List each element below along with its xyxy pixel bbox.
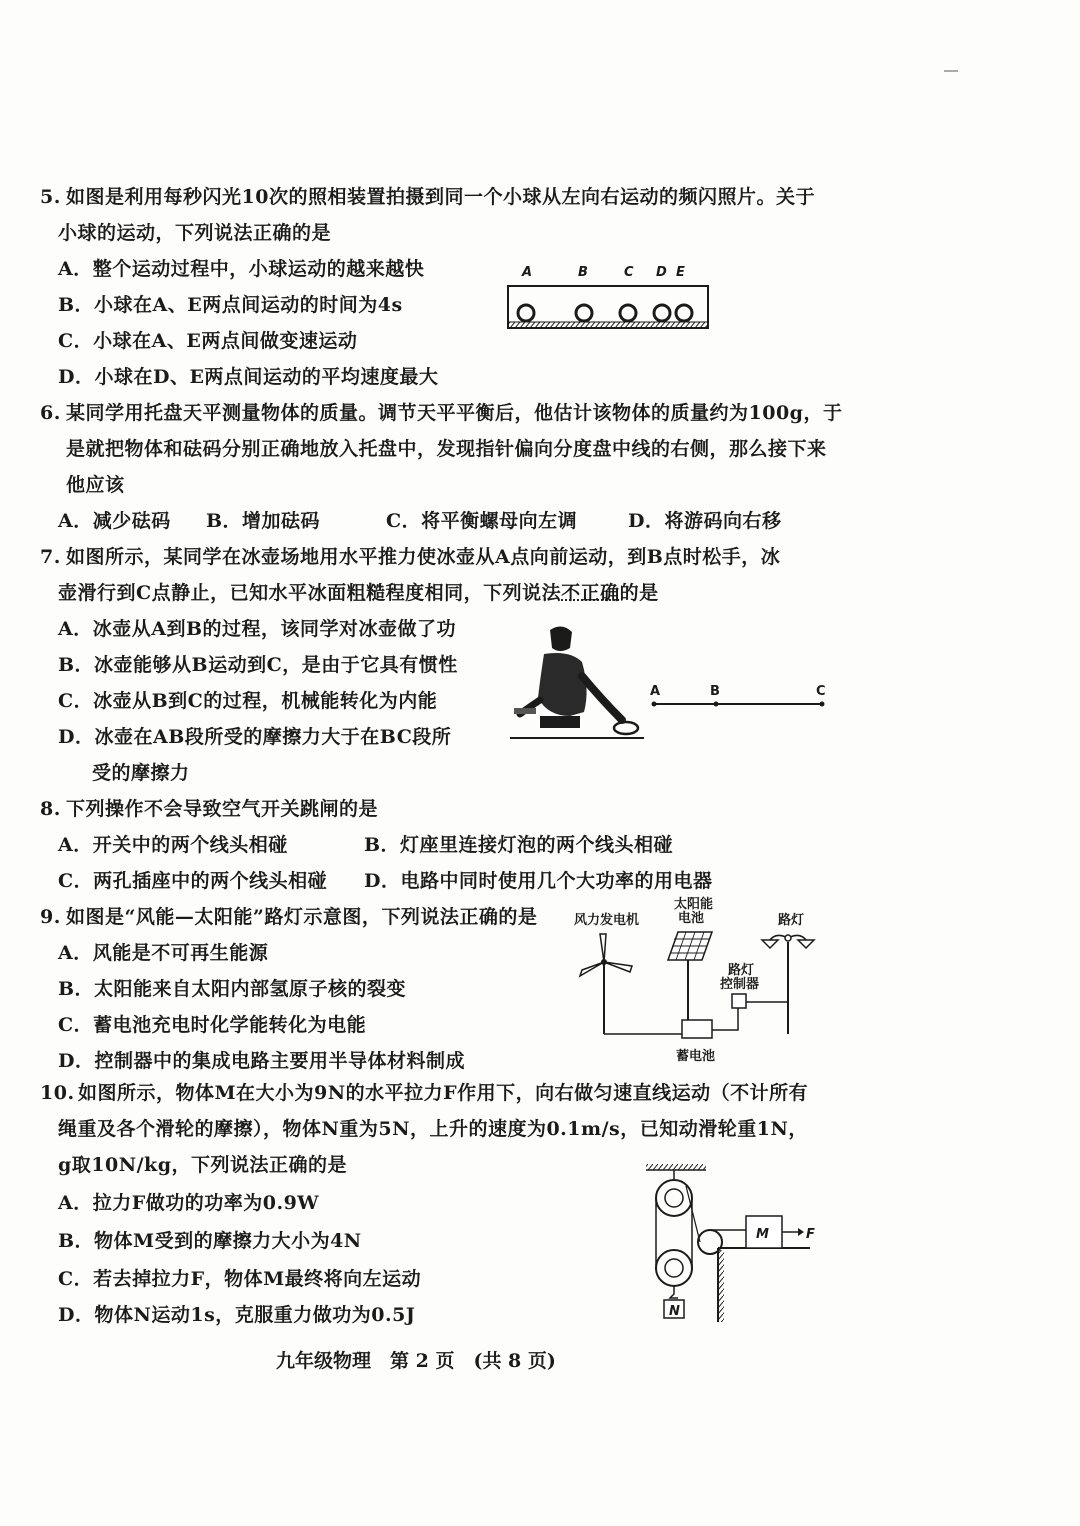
- q9-option-d[interactable]: D．控制器中的集成电路主要用半导体材料制成: [58, 1050, 465, 1072]
- q5-label-d: D: [656, 265, 667, 280]
- q5-label-a: A: [522, 265, 533, 280]
- q9-label-solar1: 太阳能: [674, 897, 714, 912]
- q9-battery-box: [682, 1020, 712, 1038]
- q7-curler-body: [538, 653, 587, 716]
- q10-pulley-figure: [638, 1158, 828, 1328]
- q7-stem-post: 的是: [619, 582, 659, 604]
- q7-track-figure: [648, 682, 838, 712]
- q7-option-a[interactable]: A．冰壶从A到B的过程，该同学对冰壶做了功: [58, 618, 457, 640]
- q7-curler-head: [550, 626, 572, 651]
- q10-option-b[interactable]: B．物体M受到的摩擦力大小为4N: [58, 1230, 362, 1252]
- q9-number: 9.: [40, 906, 61, 928]
- q9-wind-turbine: [580, 934, 632, 1034]
- page-corner-mark: [944, 70, 958, 72]
- q7-option-d[interactable]: D．冰壶在AB段所受的摩擦力大于在BC段所: [58, 726, 452, 748]
- q10-stem-line3: g取10N/kg，下列说法正确的是: [58, 1154, 347, 1176]
- q5-ball-e: [676, 305, 692, 321]
- q7-label-c: C: [816, 684, 826, 699]
- q5-label-b: B: [578, 265, 588, 280]
- q10-option-a[interactable]: A．拉力F做功的功率为0.9W: [58, 1192, 320, 1214]
- q9-street-lamp: [762, 935, 814, 1034]
- q10-movable-pulley: [656, 1250, 692, 1286]
- q6-stem-line2: 是就把物体和砝码分别正确地放入托盘中，发现指针偏向分度盘中线的右侧，那么接下来: [66, 438, 827, 460]
- q7-stem-pre: 壶滑行到C点静止，已知水平冰面粗糙程度相同，下列说法: [58, 582, 562, 604]
- q7-point-b: [714, 702, 719, 707]
- q7-broom: [514, 708, 536, 714]
- q10-fixed-pulley: [656, 1180, 692, 1216]
- q5-option-c[interactable]: C．小球在A、E两点间做变速运动: [58, 330, 358, 352]
- q7-curler-figure: [510, 620, 650, 746]
- q5-ball-d: [654, 305, 670, 321]
- q9-streetlight-figure: [570, 892, 830, 1070]
- q6-option-d[interactable]: D．将游码向右移: [628, 510, 782, 532]
- q10-option-c[interactable]: C．若去掉拉力F，物体M最终将向左运动: [58, 1268, 422, 1290]
- q7-curler-knee: [540, 716, 580, 728]
- q9-label-battery: 蓄电池: [676, 1049, 716, 1064]
- q7-stem-line2: [58, 580, 659, 606]
- q5-stem-line1: 如图是利用每秒闪光10次的照相装置拍摄到同一个小球从左向右运动的频闪照片。关于: [66, 186, 815, 208]
- q7-label-a: A: [650, 684, 661, 699]
- q5-label-c: C: [624, 265, 634, 280]
- q6-stem-line3: 他应该: [66, 474, 125, 496]
- q5-ground: [508, 322, 708, 328]
- q9-stem: 如图是“风能—太阳能”路灯示意图，下列说法正确的是: [66, 906, 538, 928]
- q7-stone: [614, 722, 638, 734]
- q7-stem-line1: 如图所示，某同学在冰壶场地用水平推力使冰壶从A点向前运动，到B点时松手，冰: [66, 546, 781, 568]
- q7-number: 7.: [40, 546, 61, 568]
- q5-option-a[interactable]: A．整个运动过程中，小球运动的越来越快: [58, 258, 425, 280]
- q9-option-b[interactable]: B．太阳能来自太阳内部氢原子核的裂变: [58, 978, 407, 1000]
- q6-option-a[interactable]: A．减少砝码: [58, 510, 171, 532]
- q5-number: 5.: [40, 186, 61, 208]
- q7-option-d-cont: 受的摩擦力: [92, 762, 190, 784]
- q9-option-a[interactable]: A．风能是不可再生能源: [58, 942, 269, 964]
- q5-strobe-figure: [500, 250, 720, 340]
- q9-label-solar2: 电池: [678, 911, 705, 926]
- q8-number: 8.: [40, 798, 61, 820]
- q9-label-lamp: 路灯: [778, 913, 805, 928]
- q5-option-d[interactable]: D．小球在D、E两点间运动的平均速度最大: [58, 366, 439, 388]
- q10-number: 10.: [40, 1082, 75, 1104]
- q5-stem-line2: 小球的运动，下列说法正确的是: [58, 222, 332, 244]
- q5-ball-c: [620, 305, 636, 321]
- q9-option-c[interactable]: C．蓄电池充电时化学能转化为电能: [58, 1014, 367, 1036]
- q9-solar-panel: [668, 932, 712, 1022]
- q7-stem-emph: 不正确: [561, 582, 620, 604]
- q10-stem-line2: 绳重及各个滑轮的摩擦），物体N重为5N，上升的速度为0.1m/s，已知动滑轮重1N，: [58, 1118, 808, 1140]
- q6-number: 6.: [40, 402, 61, 424]
- q10-stem-line1: 如图所示，物体M在大小为9N的水平拉力F作用下，向右做匀速直线运动（不计所有: [78, 1082, 809, 1104]
- q8-option-b[interactable]: B．灯座里连接灯泡的两个线头相碰: [364, 834, 674, 856]
- q10-option-d[interactable]: D．物体N运动1s，克服重力做功为0.5J: [58, 1304, 416, 1326]
- q9-label-ctrl2: 控制器: [720, 977, 760, 992]
- q6-stem-line1: 某同学用托盘天平测量物体的质量。调节天平平衡后，他估计该物体的质量约为100g，于: [66, 402, 843, 424]
- q7-option-b[interactable]: B．冰壶能够从B运动到C，是由于它具有惯性: [58, 654, 458, 676]
- q7-curler-arm: [582, 676, 622, 720]
- q8-option-d[interactable]: D．电路中同时使用几个大功率的用电器: [364, 870, 713, 892]
- q7-option-c[interactable]: C．冰壶从B到C的过程，机械能转化为内能: [58, 690, 438, 712]
- q5-label-e: E: [676, 265, 685, 280]
- q10-label-m: M: [756, 1227, 769, 1242]
- page-footer: 九年级物理 第 2 页 (共 8 页): [276, 1350, 556, 1372]
- q6-option-c[interactable]: C．将平衡螺母向左调: [386, 510, 578, 532]
- q10-label-f: F: [806, 1227, 815, 1242]
- q6-option-b[interactable]: B．增加砝码: [206, 510, 321, 532]
- q10-label-n: N: [669, 1304, 680, 1319]
- q9-controller-box: [732, 994, 746, 1008]
- q9-label-ctrl1: 路灯: [728, 963, 755, 978]
- q8-option-a[interactable]: A．开关中的两个线头相碰: [58, 834, 288, 856]
- q10-ceiling: [646, 1164, 706, 1170]
- q5-ball-b: [576, 305, 592, 321]
- q7-point-c: [820, 702, 825, 707]
- q7-label-b: B: [710, 684, 720, 699]
- q7-point-a: [652, 702, 657, 707]
- q8-stem: 下列操作不会导致空气开关跳闸的是: [66, 798, 379, 820]
- q5-ball-a: [518, 305, 534, 321]
- q5-option-b[interactable]: B．小球在A、E两点间运动的时间为4s: [58, 294, 403, 316]
- q9-label-wind: 风力发电机: [574, 913, 640, 928]
- q8-option-c[interactable]: C．两孔插座中的两个线头相碰: [58, 870, 328, 892]
